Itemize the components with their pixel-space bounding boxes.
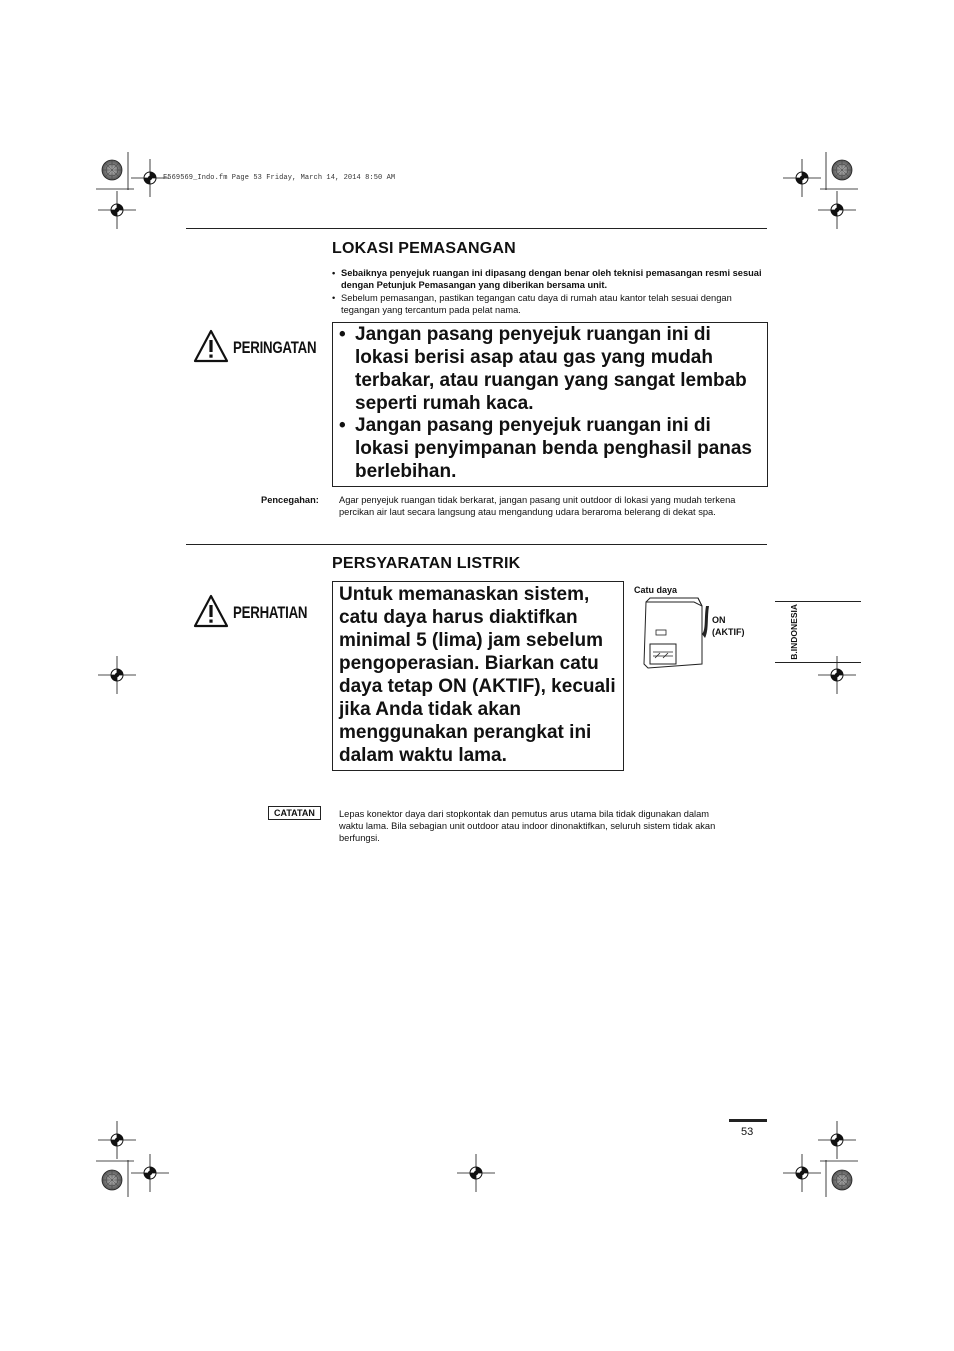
warning-text: Jangan pasang penyejuk ruangan ini di lokasi penyimpanan benda penghasil panas berlebihan. bbox=[355, 415, 752, 482]
warning-triangle-icon bbox=[193, 329, 229, 363]
side-tab-label: B.INDONESIA bbox=[789, 604, 799, 660]
side-tab-bottom-rule bbox=[775, 662, 861, 663]
bullet-item bbox=[332, 267, 772, 291]
note-text: Lepas konektor daya dari stopkontak dan pemutus arus utama bila tidak digunakan dalam waktu lama. Bila sebagian unit outdoor atau indoor dinonaktifkan, seluruh sistem tidak akan berfungsi. bbox=[339, 809, 716, 843]
note-label: CATATAN bbox=[268, 806, 321, 820]
bullet-dot: • bbox=[339, 415, 346, 436]
warning-label: PERINGATAN bbox=[233, 338, 317, 357]
figure-label-power: Catu daya bbox=[634, 585, 678, 595]
page-number-rule bbox=[729, 1119, 767, 1122]
side-tab-top-rule bbox=[775, 601, 861, 602]
power-switch-figure bbox=[640, 594, 720, 674]
bullet-text: Sebaiknya penyejuk ruangan ini dipasang dengan benar oleh teknisi pemasangan resmi sesuai dengan Petunjuk Pemasangan yang diberikan bersama unit. bbox=[341, 268, 762, 290]
page-number: 53 bbox=[741, 1126, 754, 1138]
caution-text: Untuk memanaskan sistem, catu daya harus diaktifkan minimal 5 (lima) jam sebelum pengoperasian. Biarkan catu daya tetap ON (AKTIF), kecuali jika Anda tidak akan menggunakan perangkat ini dalam waktu lama. bbox=[339, 584, 616, 766]
warning-text: Jangan pasang penyejuk ruangan ini di lokasi berisi asap atau gas yang mudah terbakar, atau ruangan yang sangat lembab seperti rumah kaca. bbox=[355, 324, 747, 414]
figure-label-aktif: (AKTIF) bbox=[712, 627, 745, 637]
section-title-listrik: PERSYARATAN LISTRIK bbox=[332, 555, 521, 572]
prevention-label: Pencegahan: bbox=[261, 495, 319, 505]
warning-item bbox=[339, 414, 764, 483]
bullet-dot: • bbox=[332, 293, 336, 303]
bullet-text: Sebelum pemasangan, pastikan tegangan catu daya di rumah atau kantor telah sesuai dengan tegangan yang tercantum pada pelat nama. bbox=[341, 293, 732, 315]
section-divider bbox=[186, 544, 767, 545]
section-divider bbox=[186, 228, 767, 229]
figure-label-on: ON bbox=[712, 615, 726, 625]
section-title-lokasi: LOKASI PEMASANGAN bbox=[332, 240, 516, 257]
prevention-text: Agar penyejuk ruangan tidak berkarat, jangan pasang unit outdoor di lokasi yang mudah terkena percikan air laut secara langsung atau mengandung udara beraroma belerang di dekat spa. bbox=[339, 495, 736, 517]
caution-triangle-icon bbox=[193, 594, 229, 628]
bullet-dot: • bbox=[339, 324, 346, 345]
file-slug: F569569_Indo.fm Page 53 Friday, March 14, 2014 8:50 AM bbox=[163, 174, 396, 182]
caution-label: PERHATIAN bbox=[233, 603, 308, 622]
warning-item bbox=[339, 323, 764, 415]
bullet-dot: • bbox=[332, 268, 336, 278]
bullet-item bbox=[332, 292, 772, 316]
